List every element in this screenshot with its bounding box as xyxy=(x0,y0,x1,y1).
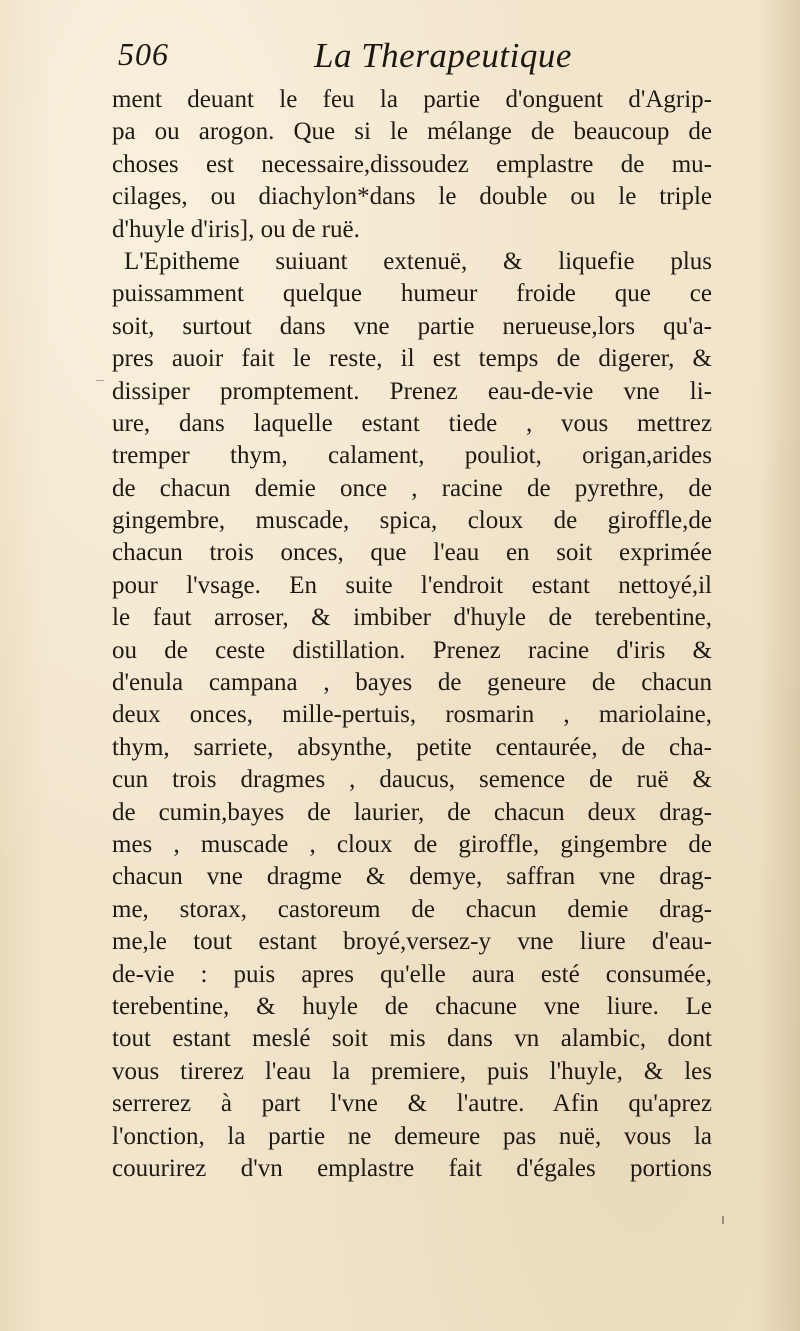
page-number: 506 xyxy=(118,36,169,72)
text-line: ou de ceste distillation. Prenez racine d'iris & xyxy=(112,636,712,664)
text-line: d'huyle d'iris], ou de ruë. xyxy=(112,215,360,243)
text-line: tout estant meslé soit mis dans vn alambic, dont xyxy=(112,1025,712,1053)
text-line: pres auoir fait le reste, il est temps de digerer, & xyxy=(112,345,712,373)
text-line: chacun trois onces, que l'eau en soit exprimée xyxy=(112,539,712,567)
text-line: choses est necessaire,dissoudez emplastre de mu- xyxy=(112,150,712,178)
body-text xyxy=(112,84,712,1185)
text-line: serrerez à part l'vne & l'autre. Afin qu'aprez xyxy=(112,1090,712,1118)
text-line: cun trois dragmes , daucus, semence de ruë & xyxy=(112,766,712,794)
margin-tick xyxy=(722,1216,724,1224)
text-line: ment deuant le feu la partie d'onguent d'Agrip- xyxy=(112,86,712,113)
text-line: chacun vne dragme & demye, saffran vne drag- xyxy=(112,863,712,891)
text-line: thym, sarriete, absynthe, petite centaurée, de cha- xyxy=(112,733,712,761)
text-line: mes , muscade , cloux de giroffle, gingembre de xyxy=(112,830,712,858)
text-line: gingembre, muscade, spica, cloux de giroffle,de xyxy=(112,507,712,535)
text-line: vous tirerez l'eau la premiere, puis l'huyle, & les xyxy=(112,1057,712,1085)
text-line: puissamment quelque humeur froide que ce xyxy=(112,280,712,308)
page-edge-shadow xyxy=(760,0,800,1331)
text-line: me, storax, castoreum de chacun demie drag- xyxy=(112,895,712,923)
running-title: La Therapeutique xyxy=(314,36,572,75)
text-line: cilages, ou diachylon*dans le double ou le triple xyxy=(112,183,712,211)
text-line: l'onction, la partie ne demeure pas nuë, vous la xyxy=(112,1122,712,1150)
text-line: pour l'vsage. En suite l'endroit estant nettoyé,il xyxy=(112,571,712,599)
text-line: deux onces, mille-pertuis, rosmarin , mariolaine, xyxy=(112,701,712,729)
text-line: ure, dans laquelle estant tiede , vous mettrez xyxy=(112,409,712,437)
running-head xyxy=(118,36,678,82)
text-line: dissiper promptement. Prenez eau-de-vie vne li- xyxy=(112,377,712,405)
text-line: de chacun demie once , racine de pyrethre, de xyxy=(112,474,712,502)
text-line: de-vie : puis apres qu'elle aura esté consumée, xyxy=(112,960,712,988)
text-line: le faut arroser, & imbiber d'huyle de terebentine, xyxy=(112,604,712,632)
text-line: me,le tout estant broyé,versez-y vne liure d'eau- xyxy=(112,928,712,956)
text-line: pa ou arogon. Que si le mélange de beaucoup de xyxy=(112,118,712,146)
text-line: tremper thym, calament, pouliot, origan,arides xyxy=(112,442,712,470)
margin-dash xyxy=(96,380,104,381)
text-line: terebentine, & huyle de chacune vne liure. Le xyxy=(112,992,712,1020)
text-line: soit, surtout dans vne partie nerueuse,lors qu'a- xyxy=(112,312,712,340)
text-line: de cumin,bayes de laurier, de chacun deux drag- xyxy=(112,798,712,826)
text-line: couurirez d'vn emplastre fait d'égales portions xyxy=(112,1154,712,1182)
paragraph-start-line: L'Epitheme suiuant extenuë, & liquefie plus xyxy=(124,247,712,275)
text-line: d'enula campana , bayes de geneure de chacun xyxy=(112,669,712,697)
